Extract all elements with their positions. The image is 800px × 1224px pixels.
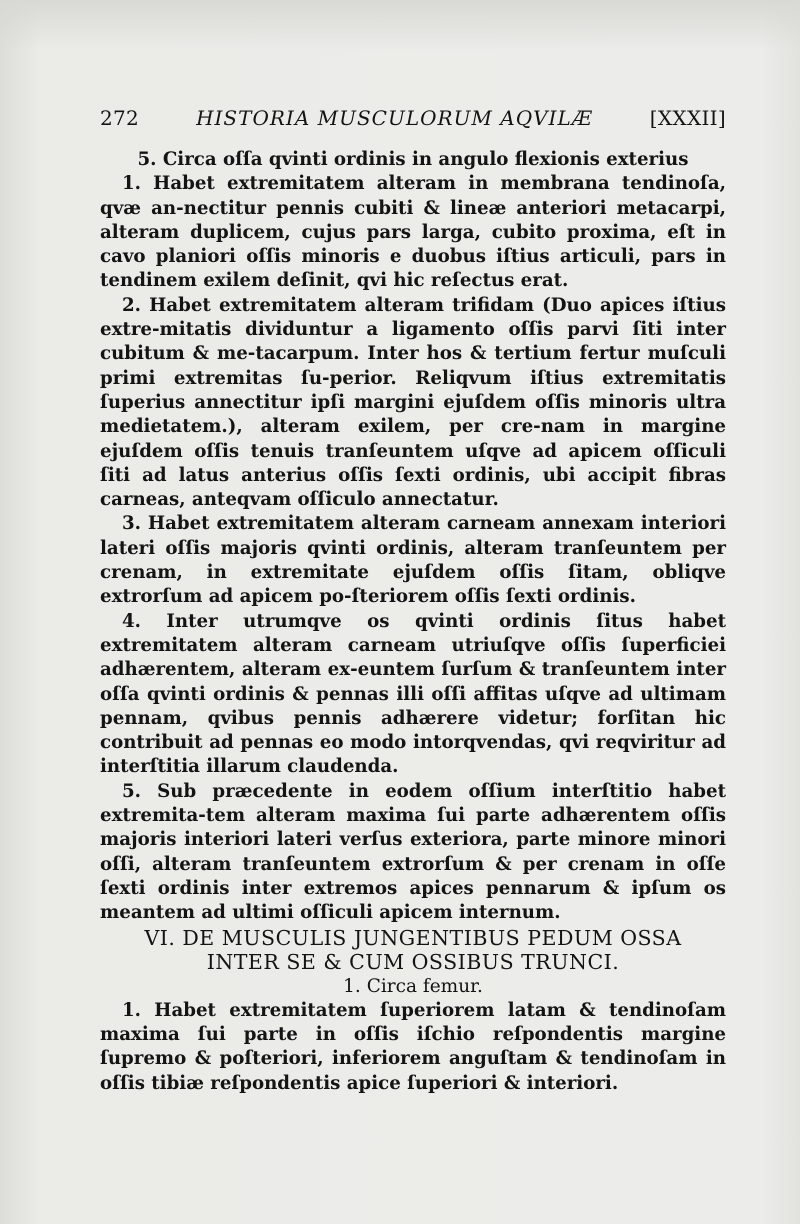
page-number: 272 <box>100 106 140 130</box>
paragraph-5: 5. Sub præcedente in eodem oſſium interſtitio habet extremita‐tem alteram maxima ſui parte adhærentem oſſis majoris interiori lateri verſus exteriora, parte minore minori oſſi, alteram tranſeuntem extrorſum & per crenam in oſſe ſexti ordinis inter extremos apices pennarum & ipſum os meantem ad ultimi oſſiculi apicem internum. <box>100 780 726 924</box>
paragraph-4: 4. Inter utrumqve os qvinti ordinis ſitus habet extremitatem alteram carneam utriuſqve oſſis ſuperficiei adhærentem, alteram ex‐euntem ſurſum & tranſeuntem inter oſſa qvinti ordinis & pennas illi oſſi affitas uſqve ad ultimam pennam, qvibus pennis adhærere videtur; forſitan hic contribuit ad pennas eo modo intorqvendas, qvi reqviritur ad interſtitia illarum claudenda. <box>100 610 726 778</box>
body-text <box>100 148 726 1096</box>
page-edge-shadow <box>0 0 800 50</box>
running-title: HISTORIA MUSCULORUM AQVILÆ <box>196 106 593 130</box>
chapter-label: [XXXII] <box>649 106 726 130</box>
subheading-circa-femur: 1. Circa femur. <box>343 975 483 997</box>
paragraph-3: 3. Habet extremitatem alteram carneam annexam interiori lateri oſſis majoris qvinti ordinis, alteram tranſeuntem per crenam, in extremitate ejuſdem oſſis ſitam, obliqve extrorſum ad apicem po‐ſteriorem oſſis ſexti ordinis. <box>100 513 726 608</box>
paragraph-femur-1: 1. Habet extremitatem ſuperiorem latam & tendinoſam maxima ſui parte in oſſis iſchio reſpondentis margine ſupremo & poſteriori, inferiorem anguſtam & tendinoſam in oſſis tibiæ reſpondentis apice ſuperiori & interiori. <box>100 999 726 1094</box>
paragraph-1: 1. Habet extremitatem alteram in membrana tendinoſa, qvæ an‐nectitur pennis cubiti & lineæ anteriori metacarpi, alteram duplicem, cujus pars larga, cubito proxima, eſt in cavo planiori oſſis minoris e duobus iſtius articuli, pars in tendinem exilem deſinit, qvi hic reſectus erat. <box>100 173 726 292</box>
running-header <box>100 106 726 130</box>
section-heading-line-1: VI. DE MUSCULIS JUNGENTIBUS PEDUM OSSA <box>144 925 682 950</box>
section-heading-line-2: INTER SE & CUM OSSIBUS TRUNCI. <box>206 949 620 974</box>
subheading-circa-ossa: 5. Circa oſſa qvinti ordinis in angulo flexionis exterius <box>137 149 689 170</box>
section-heading <box>100 926 726 974</box>
paragraph-2: 2. Habet extremitatem alteram trifidam (Duo apices iſtius extre‐mitatis dividuntur a ligamento oſſis parvi ſiti inter cubitum & me‐tacarpum. Inter hos & tertium fertur muſculi primi extremitas ſu‐perior. Reliqvum iſtius extremitatis ſuperius annectitur ipſi margini ejuſdem oſſis minoris ultra medietatem.), alteram exilem, per cre‐nam in margine ejuſdem oſſis tenuis tranſeuntem uſqve ad apicem oſſiculi ſiti ad latus anterius oſſis ſexti ordinis, ubi accipit fibras carneas, anteqvam oſſiculo annectatur. <box>100 294 726 511</box>
